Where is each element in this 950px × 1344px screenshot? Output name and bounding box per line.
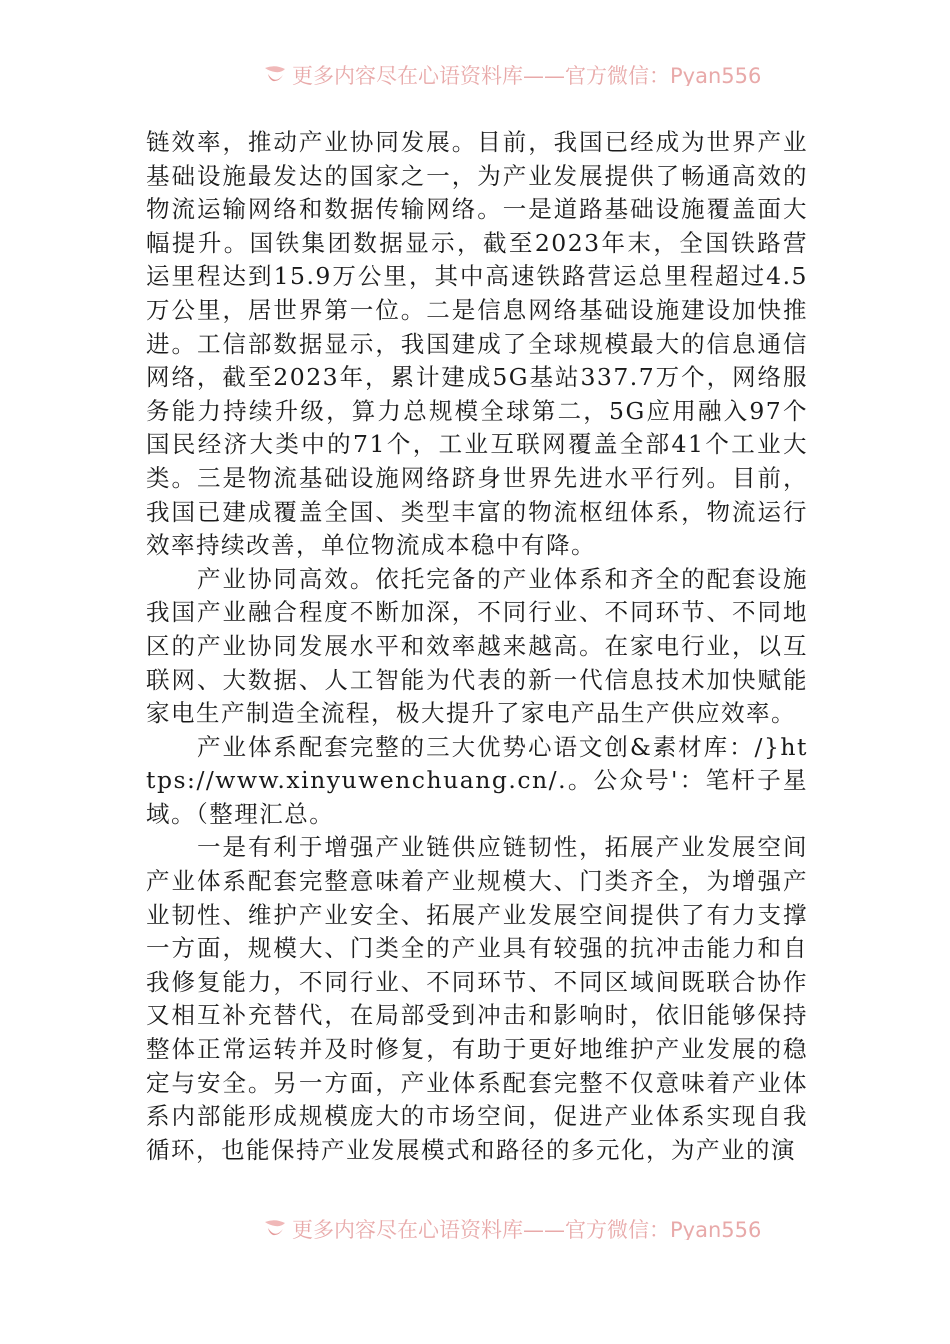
watermark-text: 更多内容尽在心语资料库——官方微信：Pyan556	[292, 1218, 762, 1240]
watermark-text: 更多内容尽在心语资料库——官方微信：Pyan556	[292, 64, 762, 86]
watermark-banner-bottom	[0, 1206, 950, 1240]
paragraph: 产业协同高效。依托完备的产业体系和齐全的配套设施我国产业融合程度不断加深，不同行业、不同环节、不同地区的产业协同发展水平和效率越来越高。在家电行业，以互联网、大数据、人工智能为代表的新一代信息技术加快赋能家电生产制造全流程，极大提升了家电产品生产供应效率。	[146, 564, 808, 728]
paragraph: 链效率，推动产业协同发展。目前，我国已经成为世界产业基础设施最发达的国家之一，为产业发展提供了畅通高效的物流运输网络和数据传输网络。一是道路基础设施覆盖面大幅提升。国铁集团数据显示，截至2023年末，全国铁路营运里程达到15.9万公里，其中高速铁路营运总里程超过4.5万公里，居世界第一位。二是信息网络基础设施建设加快推进。工信部数据显示，我国建成了全球规模最大的信息通信网络，截至2023年，累计建成5G基站337.7万个，网络服务能力持续升级，算力总规模全球第二，5G应用融入97个国民经济大类中的71个，工业互联网覆盖全部41个工业大类。三是物流基础设施网络跻身世界先进水平行列。目前，我国已建成覆盖全国、类型丰富的物流枢纽体系，物流运行效率持续改善，单位物流成本稳中有降。	[146, 128, 808, 560]
paragraph: 产业体系配套完整的三大优势心语文创&素材库：/}https://www.xinyuwenchuang.cn/.。公众号'：笔杆子星域。（整理汇总。	[146, 732, 808, 828]
paragraph: 一是有利于增强产业链供应链韧性，拓展产业发展空间产业体系配套完整意味着产业规模大、门类齐全，为增强产业韧性、维护产业安全、拓展产业发展空间提供了有力支撑一方面，规模大、门类全的产业具有较强的抗冲击能力和自我修复能力，不同行业、不同环节、不同区域间既联合协作又相互补充替代，在局部受到冲击和影响时，依旧能够保持整体正常运转并及时修复，有助于更好地维护产业发展的稳定与安全。另一方面，产业体系配套完整不仅意味着产业体系内部能形成规模庞大的市场空间，促进产业体系实现自我循环，也能保持产业发展模式和路径的多元化，为产业的演	[146, 833, 808, 1164]
logo-icon	[262, 64, 288, 86]
watermark-banner-top	[0, 52, 950, 86]
document-body	[146, 126, 808, 1167]
logo-icon	[262, 1218, 288, 1240]
